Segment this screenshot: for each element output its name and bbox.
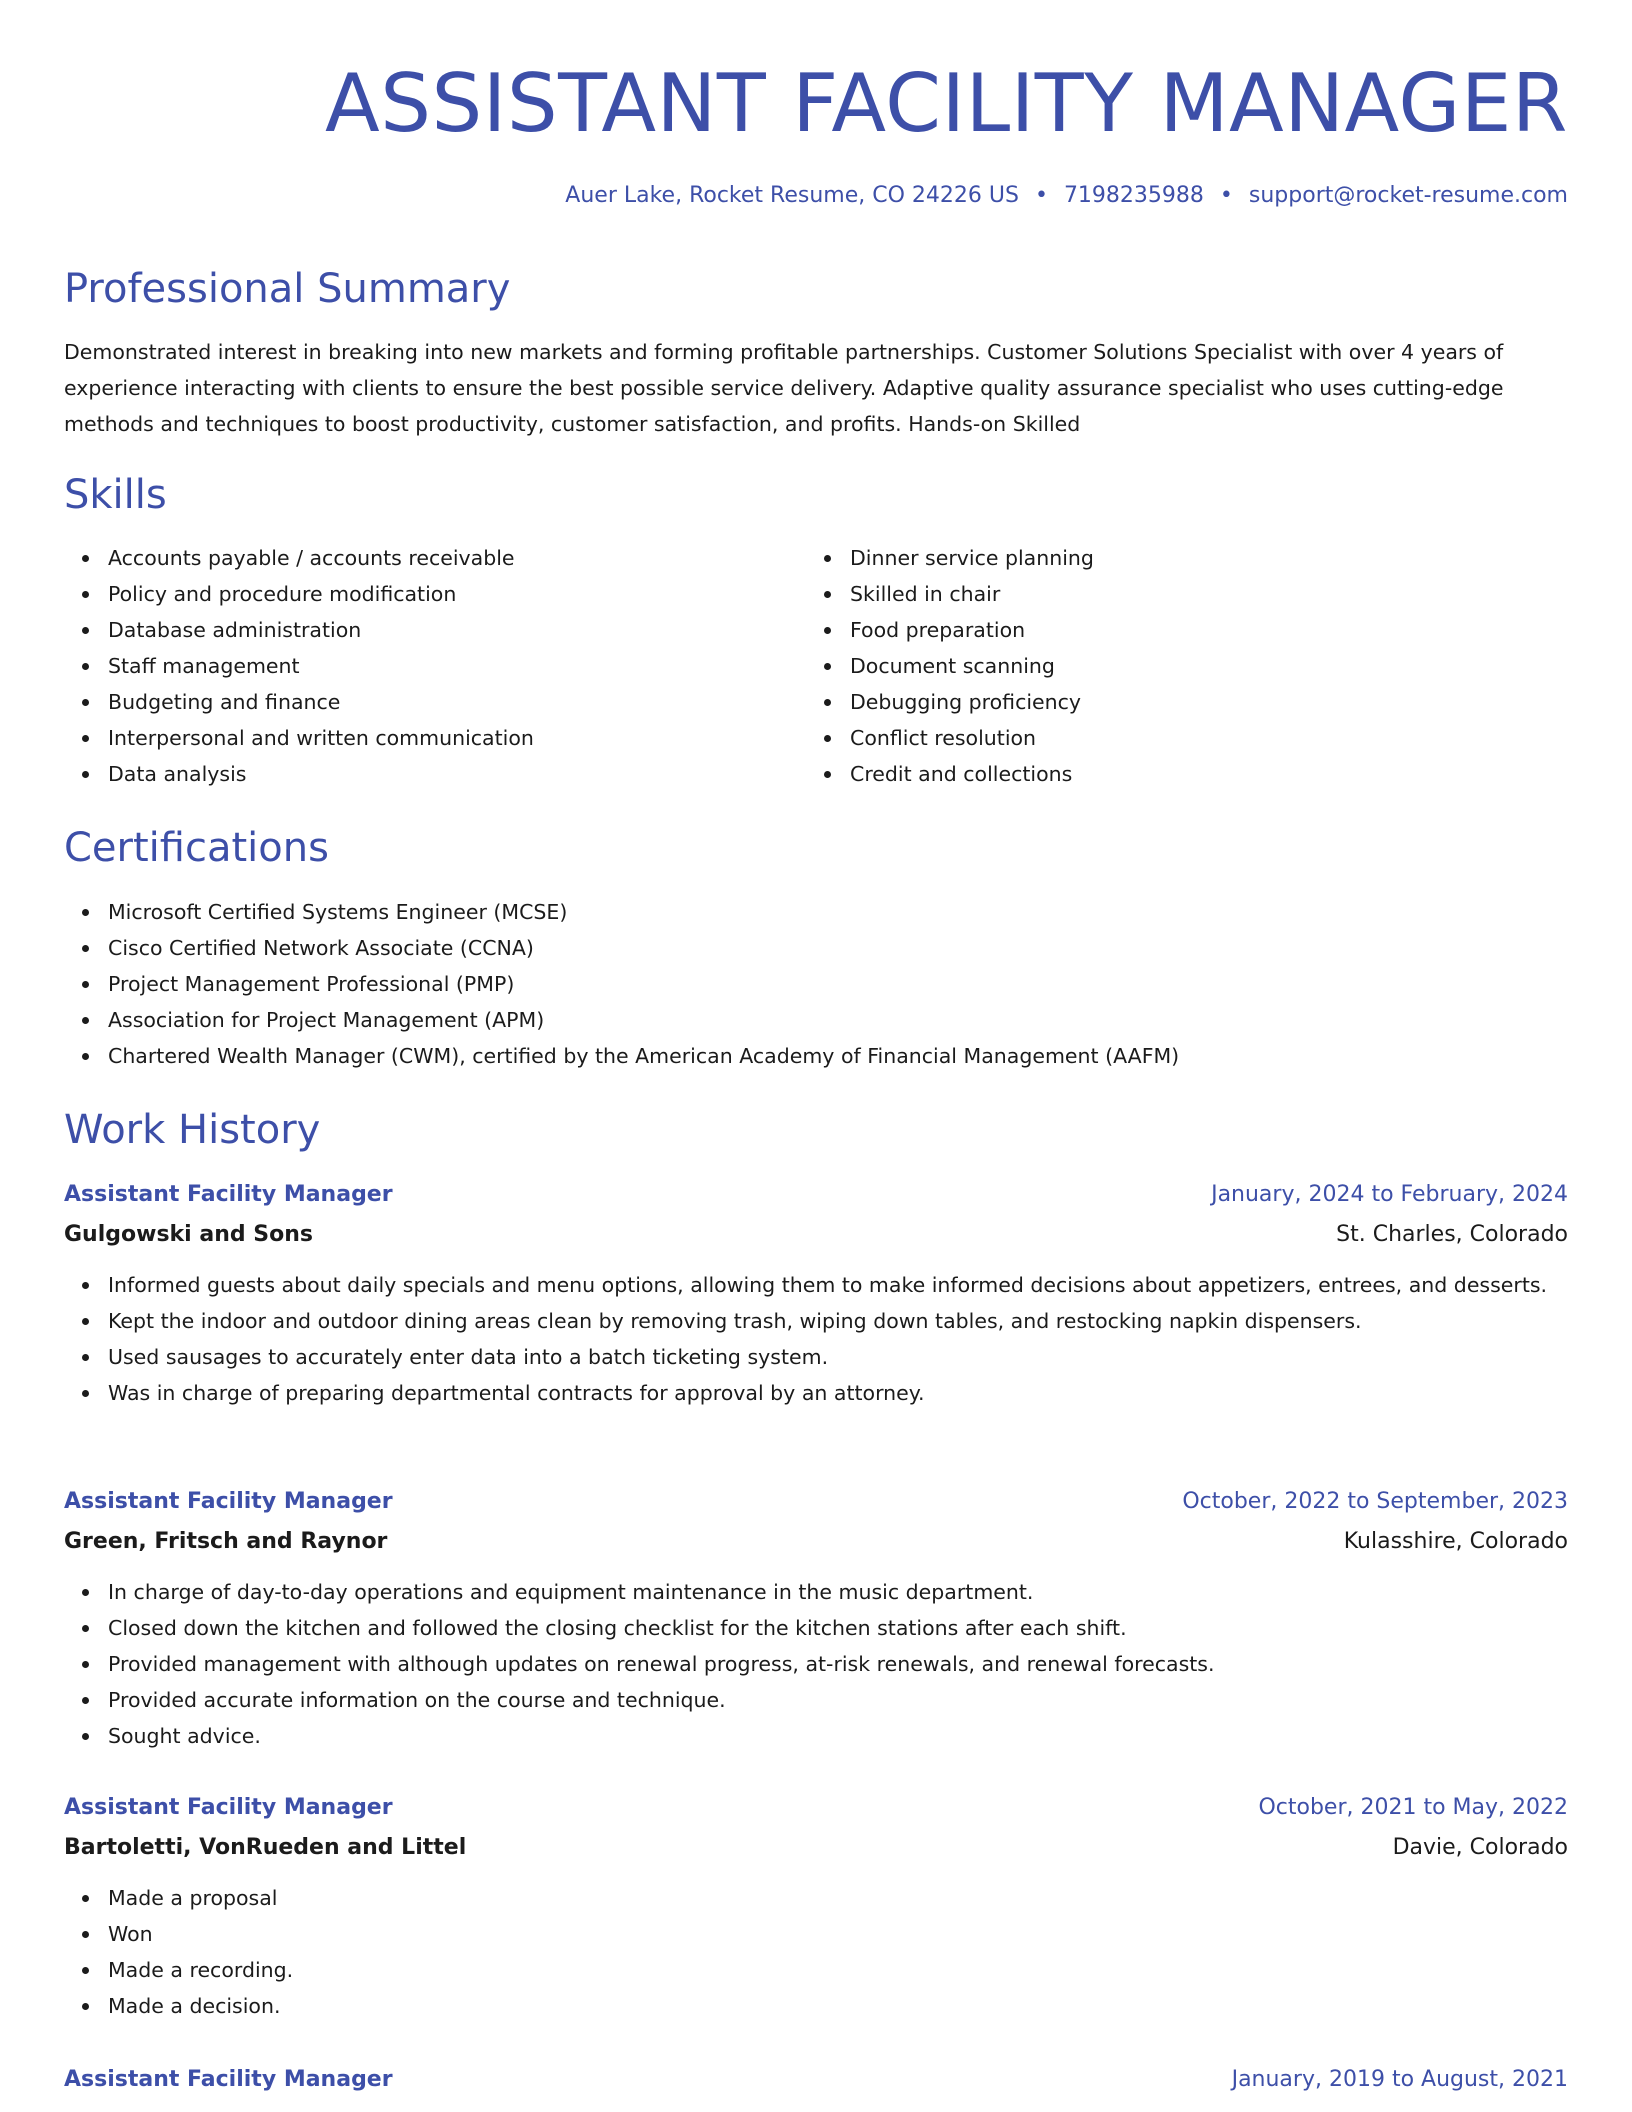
- job-location: St. Charles, Colorado: [1336, 1222, 1568, 1247]
- job-company-row: [64, 1524, 1568, 1560]
- skill-item: Conflict resolution: [806, 720, 1546, 756]
- certification-item: Association for Project Management (APM): [64, 1002, 1568, 1038]
- job-company: Green, Fritsch and Raynor: [64, 1529, 388, 1554]
- job-company-row: [64, 1830, 1568, 1866]
- job-title: Assistant Facility Manager: [64, 1795, 393, 1820]
- contact-address: Auer Lake, Rocket Resume, CO 24226 US: [565, 183, 1019, 208]
- contact-separator: •: [1219, 183, 1233, 208]
- job-title-row: [64, 2062, 1568, 2098]
- job-title-row: [64, 1177, 1568, 1213]
- job-entry: [64, 2062, 1568, 2098]
- job-bullet: Informed guests about daily specials and menu options, allowing them to make informed decisions about appetizers, entrees, and desserts.: [64, 1267, 1568, 1303]
- contact-email[interactable]: support@rocket-resume.com: [1248, 183, 1568, 208]
- job-company-row: [64, 1217, 1568, 1253]
- job-title: Assistant Facility Manager: [64, 1489, 393, 1514]
- job-entry: [64, 1177, 1568, 1411]
- job-bullet: Provided accurate information on the course and technique.: [64, 1682, 1568, 1718]
- job-dates: January, 2019 to August, 2021: [1231, 2067, 1568, 2092]
- job-bullet: Kept the indoor and outdoor dining areas clean by removing trash, wiping down tables, and restocking napkin dispensers.: [64, 1303, 1568, 1339]
- job-title: Assistant Facility Manager: [64, 2067, 393, 2092]
- work-history-heading: Work History: [64, 1107, 321, 1153]
- job-bullets: [64, 1574, 1568, 1754]
- job-bullet: Made a proposal: [64, 1880, 1568, 1916]
- job-location: Davie, Colorado: [1392, 1835, 1568, 1860]
- skill-item: Credit and collections: [806, 756, 1546, 792]
- skill-item: Food preparation: [806, 612, 1546, 648]
- certification-item: Cisco Certified Network Associate (CCNA): [64, 930, 1568, 966]
- job-bullet: Made a decision.: [64, 1988, 1568, 2024]
- certification-item: Chartered Wealth Manager (CWM), certified by the American Academy of Financial Management (AAFM): [64, 1038, 1568, 1074]
- contact-separator: •: [1034, 183, 1048, 208]
- certifications-heading: Certifications: [64, 825, 329, 871]
- job-bullet: In charge of day-to-day operations and equipment maintenance in the music department.: [64, 1574, 1568, 1610]
- job-title-row: [64, 1790, 1568, 1826]
- summary-heading: Professional Summary: [64, 266, 511, 312]
- skill-item: Debugging proficiency: [806, 684, 1546, 720]
- job-bullets: [64, 1880, 1568, 2024]
- skill-item: Interpersonal and written communication: [64, 720, 804, 756]
- job-dates: January, 2024 to February, 2024: [1211, 1182, 1568, 1207]
- job-title-row: [64, 1484, 1568, 1520]
- certifications-list: [64, 894, 1568, 1074]
- resume-page: [64, 0, 1568, 2112]
- job-bullet: Won: [64, 1916, 1568, 1952]
- job-bullet: Sought advice.: [64, 1718, 1568, 1754]
- skills-heading: Skills: [64, 472, 167, 518]
- skill-item: Policy and procedure modification: [64, 576, 804, 612]
- skill-item: Database administration: [64, 612, 804, 648]
- skill-item: Document scanning: [806, 648, 1546, 684]
- job-dates: October, 2022 to September, 2023: [1182, 1489, 1568, 1514]
- skill-item: Budgeting and finance: [64, 684, 804, 720]
- job-title: Assistant Facility Manager: [64, 1182, 393, 1207]
- job-location: Kulasshire, Colorado: [1343, 1529, 1568, 1554]
- job-entry: [64, 1790, 1568, 2024]
- job-bullet: Closed down the kitchen and followed the closing checklist for the kitchen stations after each shift.: [64, 1610, 1568, 1646]
- certification-item: Microsoft Certified Systems Engineer (MCSE): [64, 894, 1568, 930]
- contact-line: [565, 180, 1568, 212]
- job-bullets: [64, 1267, 1568, 1411]
- resume-title: ASSISTANT FACILITY MANAGER: [325, 57, 1568, 150]
- job-company: Bartoletti, VonRueden and Littel: [64, 1835, 467, 1860]
- job-bullet: Made a recording.: [64, 1952, 1568, 1988]
- job-company: Gulgowski and Sons: [64, 1222, 314, 1247]
- job-bullet: Provided management with although updates on renewal progress, at-risk renewals, and renewal forecasts.: [64, 1646, 1568, 1682]
- job-dates: October, 2021 to May, 2022: [1258, 1795, 1568, 1820]
- job-bullet: Used sausages to accurately enter data into a batch ticketing system.: [64, 1339, 1568, 1375]
- skill-item: Accounts payable / accounts receivable: [64, 540, 804, 576]
- job-bullet: Was in charge of preparing departmental contracts for approval by an attorney.: [64, 1375, 1568, 1411]
- skill-item: Skilled in chair: [806, 576, 1546, 612]
- skills-list-right: [806, 540, 1546, 792]
- summary-text: Demonstrated interest in breaking into new markets and forming profitable partnerships. Customer Solutions Specialist with over 4 years of experience interacting with clients to ensure the best possible service delivery. Adaptive quality assurance specialist who uses cutting-edge methods and techniques to boost productivity, customer satisfaction, and profits. Hands-on Skilled: [64, 340, 1504, 436]
- skill-item: Staff management: [64, 648, 804, 684]
- skill-item: Dinner service planning: [806, 540, 1546, 576]
- certification-item: Project Management Professional (PMP): [64, 966, 1568, 1002]
- skills-list-left: [64, 540, 804, 792]
- skill-item: Data analysis: [64, 756, 804, 792]
- job-entry: [64, 1484, 1568, 1754]
- contact-phone: 7198235988: [1063, 183, 1204, 208]
